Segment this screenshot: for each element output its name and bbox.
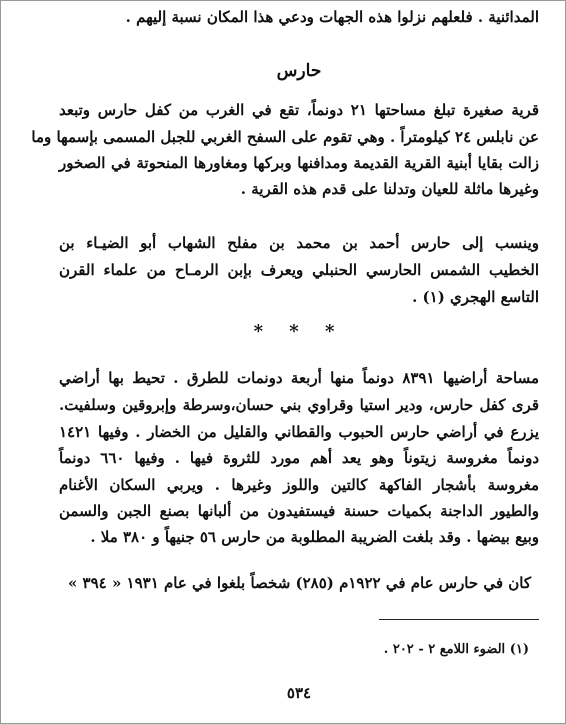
footnote: (١) الضوء اللامع ٢ - ٢٠٢ . — [383, 642, 529, 657]
population-line: كان في حارس عام في ١٩٢٢م (٢٨٥) شخصاً بلغوا في عام ١٩٣١ « ٣٩٤ » — [67, 574, 531, 592]
paragraph3-line: يزرع في أراضي حارس الحبوب والقطاني والقليل من الخضار . وفيها ١٤٢١ — [59, 423, 539, 441]
paragraph3-line: قرى كفل حارس، ودير استيا وقراوي بني حسان،وسرطة وإبروقين وسلفيت. — [59, 396, 539, 414]
intro-line: المدائنية . فلعلهم نزلوا هذه الجهات ودعي هذا المكان نسبة إليهم . — [125, 8, 539, 26]
paragraph3-line: وبيع بيضها . وقد بلغت الضريبة المطلوبة من حارس ٥٦ جنيهاً و ٣٨٠ ملا . — [90, 528, 539, 546]
paragraph2-line: وينسب إلى حارس أحمد بن محمد بن مفلح الشهاب أبو الضيـاء بن — [59, 234, 539, 252]
paragraph3-line: والطيور الداجنة بكميات حسنة فيستفيدون من ألبانها بصنع الجبن والسمن — [59, 502, 539, 520]
paragraph3-line: مساحة أراضيها ٨٣٩١ دونماً منها أربعة دونمات للطرق . تحيط بها أراضي — [59, 369, 539, 387]
paragraph2-line: التاسع الهجري (١) . — [412, 288, 539, 306]
footnote-rule — [379, 619, 539, 620]
page-number: ٥٣٤ — [286, 684, 312, 702]
paragraph3-line: دونماً مغروسة زيتوناً وهو يعد أهم مورد للثروة فيها . وفيها ٦٦٠ دونماً — [59, 449, 539, 467]
paragraph1-line: وغيرها ماثلة للعيان وتدلنا على قدم هذه القرية . — [240, 180, 539, 198]
paragraph1-line: قرية صغيرة تبلغ مساحتها ٢١ دونماً، تقع في الغرب من كفل حارس وتبعد — [59, 101, 540, 119]
paragraph3-line: مغروسة بأشجار الفاكهة كالتين واللوز وغيرها . ويربي السكان الأغنام — [59, 476, 539, 494]
section-title: حارس — [276, 61, 322, 81]
document-page — [31, 1, 540, 725]
paragraph2-line: الخطيب الشمس الحارسي الحنبلي ويعرف بإبن الرمـاح من علماء القرن — [59, 261, 539, 279]
paragraph1-line: زالت بقايا أبنية القرية القديمة ومدافنها وبركها ومغاورها المنحوتة في الصخور — [59, 154, 539, 172]
section-separator: * * * — [253, 321, 345, 342]
paragraph1-line: عن نابلس ٢٤ كيلومتراً . وهي تقوم على السفح الغربي للجبل المسمى بإسمها وما — [31, 128, 539, 146]
